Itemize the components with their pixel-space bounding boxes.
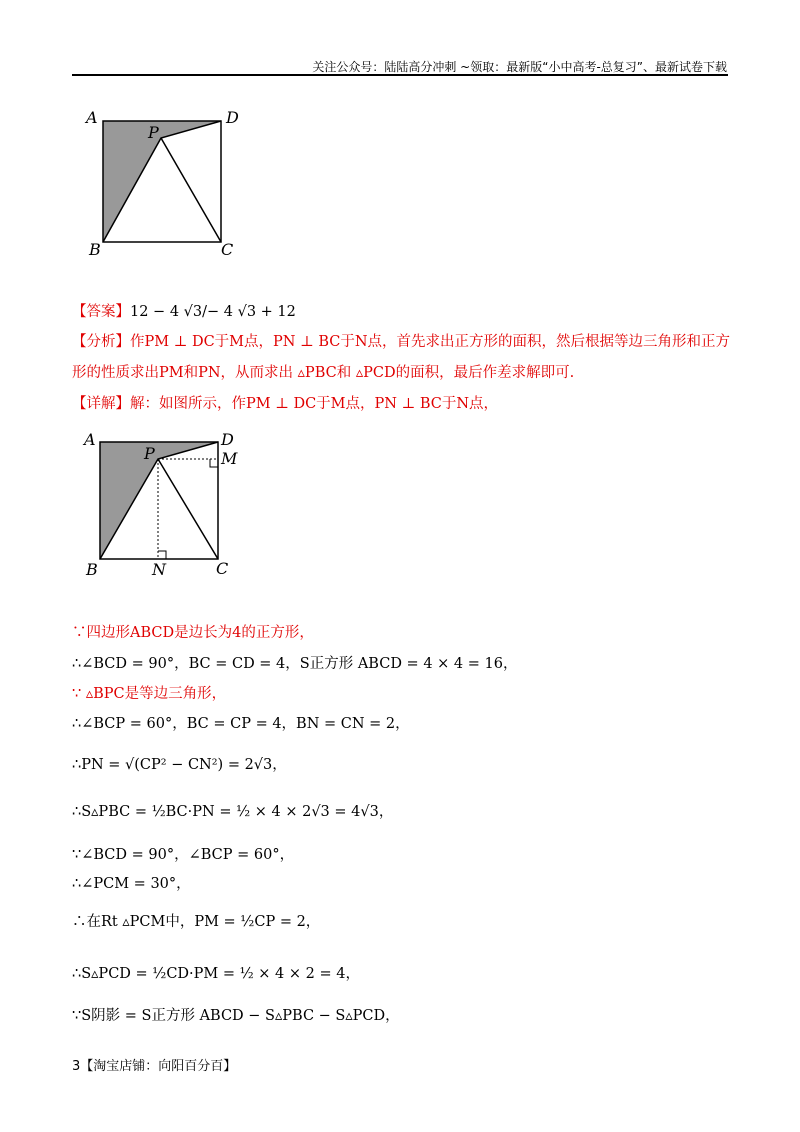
step-11: ∵S阴影 = S正方形 ABCD − S▵PBC − S▵PCD， (72, 1008, 400, 1024)
step-6: ∴S▵PBC = ½BC·PN = ½ × 4 × 2√3 = 4√3， (72, 804, 394, 820)
detail-line (72, 392, 498, 413)
analysis-text-2: 形的性质求出PM和PN，从而求出 ▵PBC和 ▵PCD的面积，最后作差求解即可. (72, 365, 575, 381)
step-2: ∴∠BCD = 90°，BC = CD = 4，S正方形 ABCD = 4 × 4 = 16， (72, 656, 518, 672)
label-p: P (148, 123, 159, 142)
answer-expr: 12 − 4 √3/− 4 √3 + 12 (130, 304, 296, 320)
step-1: ∵四边形ABCD是边长为4的正方形， (72, 625, 314, 641)
figure-square-1 (80, 105, 250, 265)
step-9: ∴在Rt ▵PCM中，PM = ½CP = 2， (72, 914, 321, 930)
label-p: P (144, 444, 155, 463)
page-footer: 3【淘宝店铺：向阳百分百】 (72, 1059, 237, 1074)
label-a: A (86, 108, 98, 127)
segment-pc (161, 138, 221, 242)
figure-square-2 (80, 428, 250, 588)
analysis-tag: 【分析】 (72, 334, 130, 350)
detail-intro: 解：如图所示，作PM ⊥ DC于M点，PN ⊥ BC于N点， (130, 396, 499, 412)
label-a: A (84, 430, 96, 449)
label-d: D (221, 430, 234, 449)
step-8: ∴∠PCM = 30°， (72, 876, 191, 892)
label-m: M (221, 449, 238, 468)
right-angle-n (158, 551, 166, 559)
step-10: ∴S▵PCD = ½CD·PM = ½ × 4 × 2 = 4， (72, 966, 360, 982)
header-rule (72, 74, 728, 76)
segment-pc (158, 459, 218, 559)
step-4: ∴∠BCP = 60°，BC = CP = 4，BN = CN = 2， (72, 716, 410, 732)
detail-tag: 【详解】 (72, 396, 130, 412)
right-angle-m (210, 459, 218, 467)
analysis-text-1: 作PM ⊥ DC于M点，PN ⊥ BC于N点，首先求出正方形的面积，然后根据等边三角形和正方 (130, 334, 731, 350)
page-header: 关注公众号：陆陆高分冲刺 ~领取：最新版“小中高考-总复习”、最新试卷下载 (312, 60, 727, 74)
label-b: B (89, 240, 101, 259)
answer-tag: 【答案】 (72, 304, 130, 320)
label-c: C (221, 240, 234, 259)
analysis-line-1 (72, 330, 730, 351)
step-3: ∵ ▵BPC是等边三角形， (72, 686, 227, 702)
label-c: C (216, 559, 229, 578)
answer-line (72, 300, 296, 321)
label-d: D (226, 108, 239, 127)
label-n: N (152, 560, 166, 579)
label-b: B (86, 560, 98, 579)
step-5: ∴PN = √(CP² − CN²) = 2√3， (72, 757, 287, 773)
step-7: ∵∠BCD = 90°，∠BCP = 60°， (72, 847, 295, 863)
